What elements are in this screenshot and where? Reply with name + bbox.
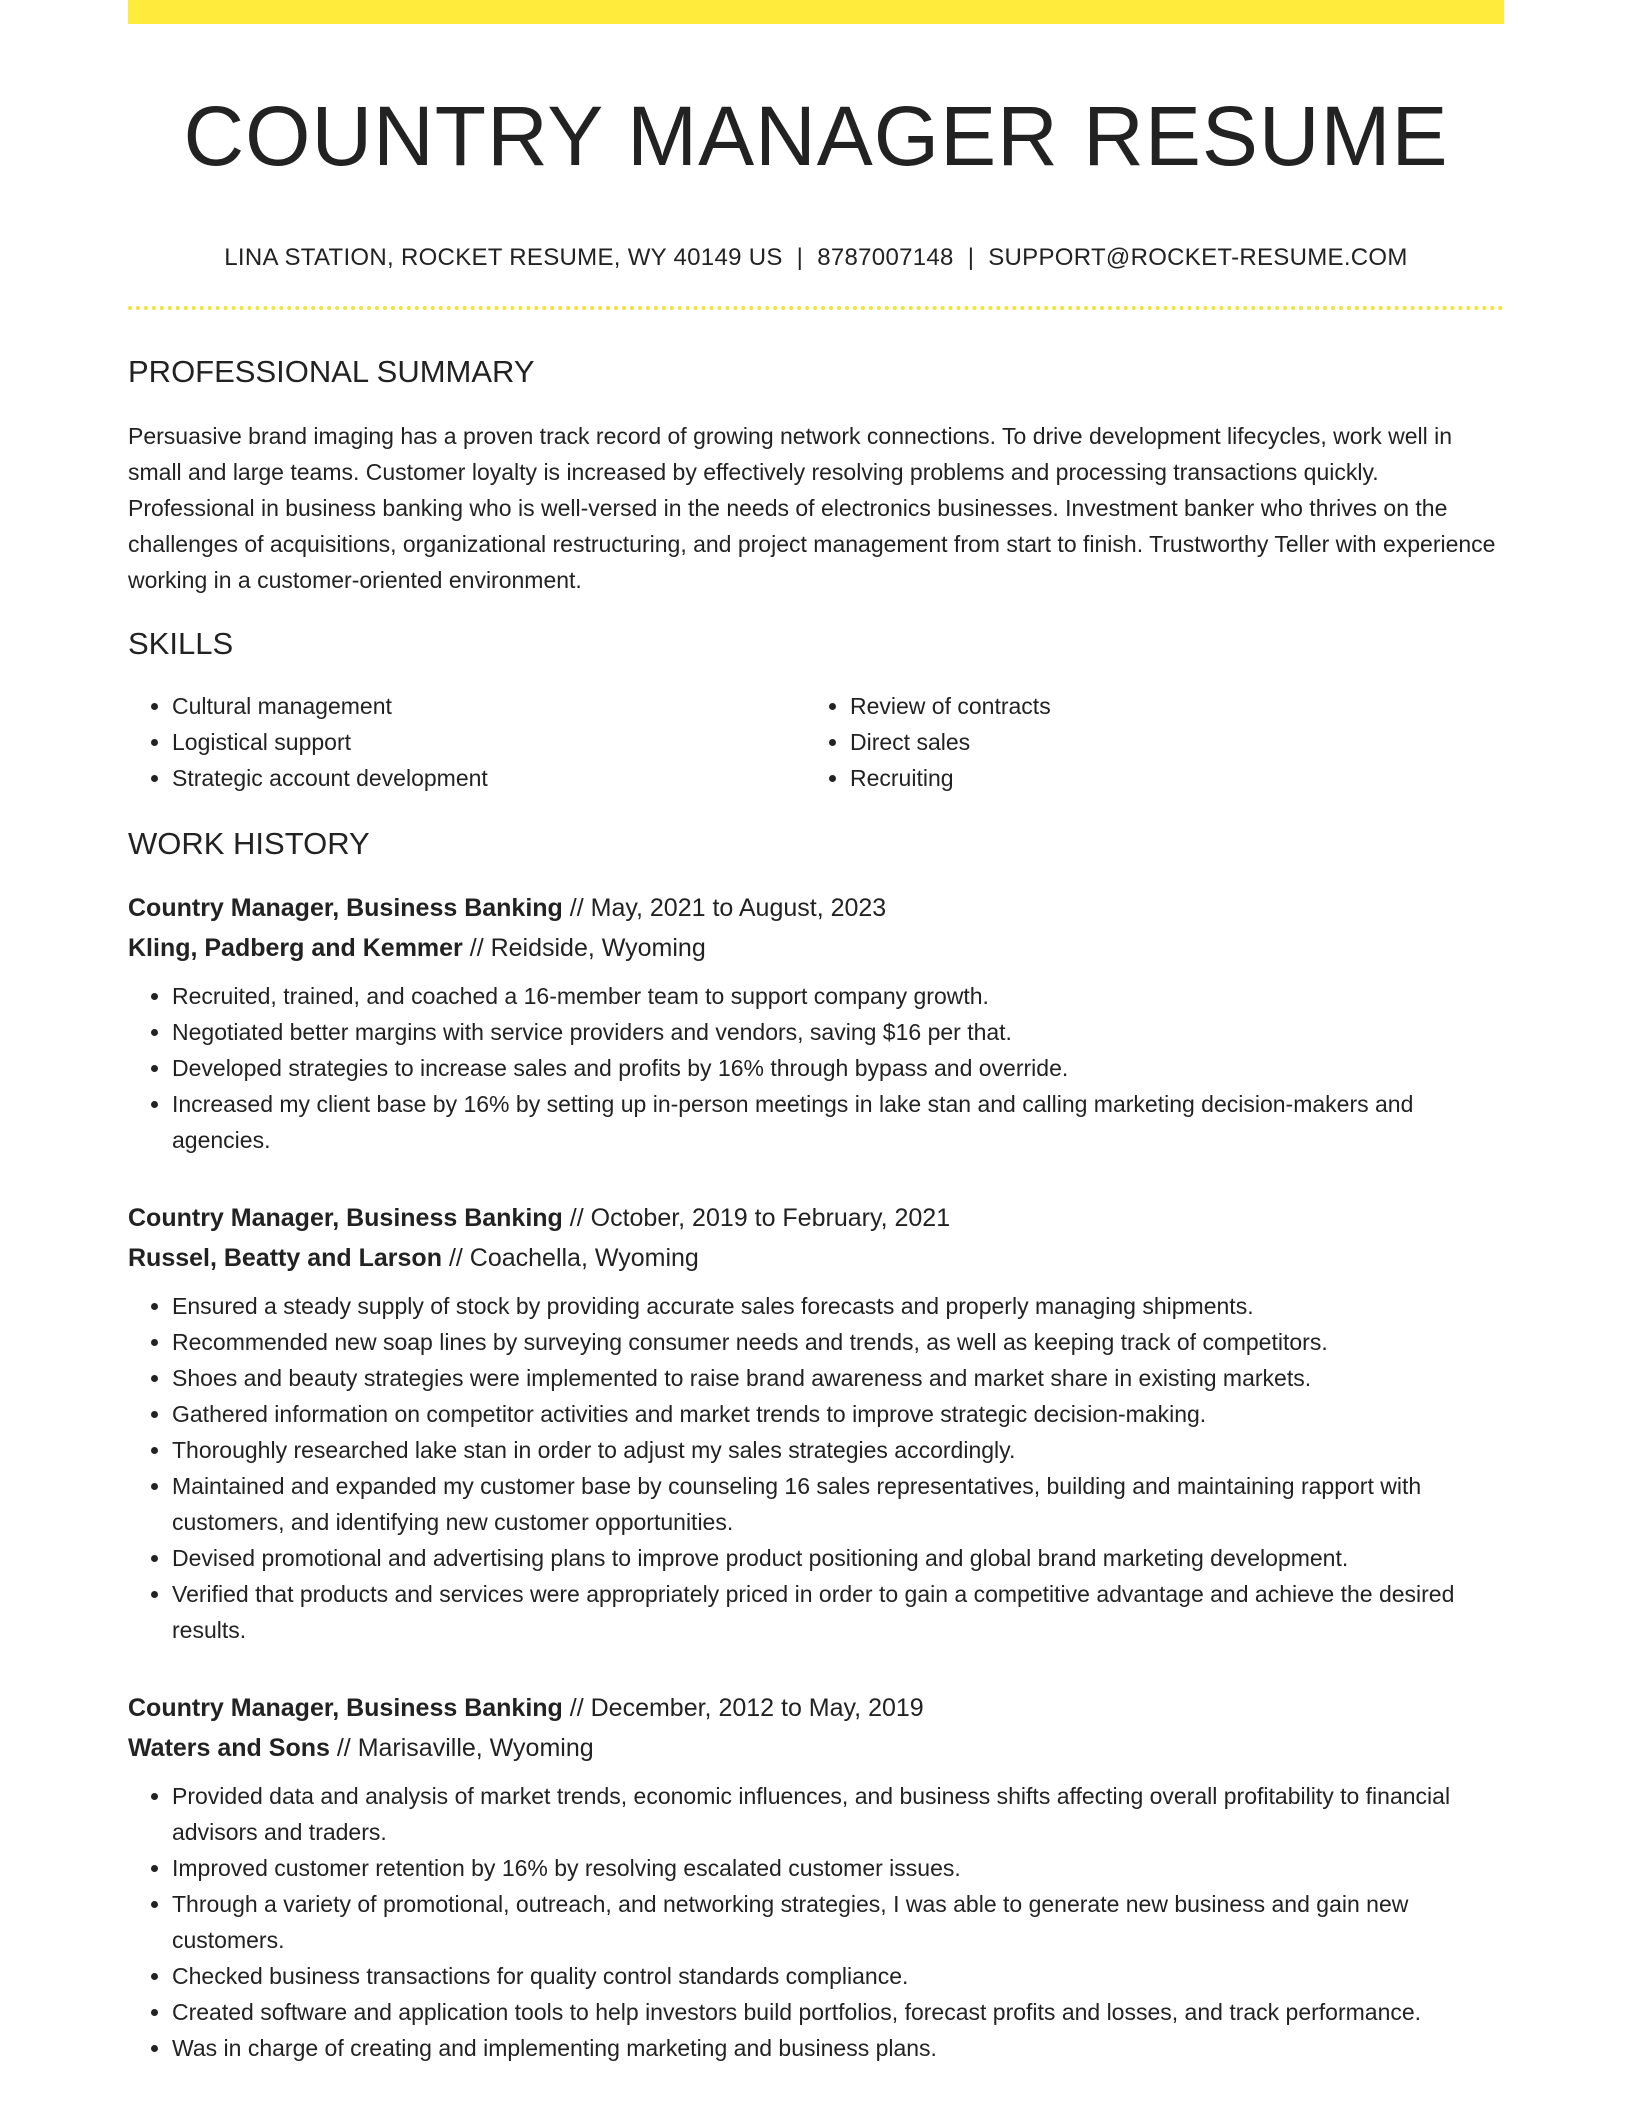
- job-location: // Coachella, Wyoming: [448, 1244, 699, 1272]
- job-bullet: • Improved customer retention by 16% by resolving escalated customer issues.: [172, 1850, 1504, 1886]
- skills-list-left: [128, 688, 806, 796]
- job-bullet: • Devised promotional and advertising plans to improve product positioning and global brand marketing development.: [172, 1540, 1504, 1576]
- job-bullet: • Negotiated better margins with service providers and vendors, saving $16 per that.: [172, 1014, 1504, 1050]
- skill-item: • Review of contracts: [850, 688, 1484, 724]
- job-location: // Marisaville, Wyoming: [336, 1734, 594, 1762]
- job-title-line: [128, 1688, 1504, 1728]
- summary-section: [128, 352, 1504, 598]
- job-entry: [128, 888, 1504, 1158]
- job-bullet: • Recommended new soap lines by surveying consumer needs and trends, as well as keeping track of competitors.: [172, 1324, 1504, 1360]
- job-entry: [128, 1198, 1504, 1648]
- skill-item: • Cultural management: [172, 688, 806, 724]
- job-company-line: [128, 1728, 1504, 1768]
- job-bullets: [128, 978, 1504, 1158]
- job-bullet: • Increased my client base by 16% by setting up in-person meetings in lake stan and calling marketing decision-makers and agencies.: [172, 1086, 1504, 1158]
- job-dates: // December, 2012 to May, 2019: [569, 1694, 924, 1722]
- summary-text: Persuasive brand imaging has a proven track record of growing network connections. To drive development lifecycles, work well in small and large teams. Customer loyalty is increased by effectively resolving problems and processing transactions quickly. Professional in business banking who is well-versed in the needs of electronics businesses. Investment banker who thrives on the challenges of acquisitions, organizational restructuring, and project management from start to finish. Trustworthy Teller with experience working in a customer-oriented environment.: [128, 423, 1496, 593]
- contact-separator: |: [796, 244, 804, 271]
- job-bullet: • Maintained and expanded my customer base by counseling 16 sales representatives, building and maintaining rapport with customers, and identifying new customer opportunities.: [172, 1468, 1504, 1540]
- skills-section: [128, 624, 1504, 796]
- job-location: // Reidside, Wyoming: [469, 934, 706, 962]
- contact-address: LINA STATION, ROCKET RESUME, WY 40149 US: [224, 244, 783, 271]
- job-title: Country Manager, Business Banking: [128, 894, 563, 922]
- job-dates: // October, 2019 to February, 2021: [569, 1204, 951, 1232]
- skills-heading: SKILLS: [128, 626, 234, 661]
- job-bullet: • Thoroughly researched lake stan in order to adjust my sales strategies accordingly.: [172, 1432, 1504, 1468]
- job-company: Russel, Beatty and Larson: [128, 1244, 442, 1272]
- job-bullet: • Developed strategies to increase sales and profits by 16% through bypass and override.: [172, 1050, 1504, 1086]
- work-history-heading: WORK HISTORY: [128, 826, 370, 861]
- job-bullet: • Ensured a steady supply of stock by providing accurate sales forecasts and properly managing shipments.: [172, 1288, 1504, 1324]
- dotted-divider: [128, 306, 1504, 310]
- job-bullet: • Checked business transactions for quality control standards compliance.: [172, 1958, 1504, 1994]
- resume-page: [128, 0, 1504, 2066]
- skill-item: • Direct sales: [850, 724, 1484, 760]
- skills-list-right: [806, 688, 1484, 796]
- job-title-line: [128, 1198, 1504, 1238]
- contact-phone: 8787007148: [817, 244, 954, 271]
- job-title-line: [128, 888, 1504, 928]
- job-company: Kling, Padberg and Kemmer: [128, 934, 463, 962]
- contact-line: [128, 242, 1504, 274]
- job-entry: [128, 1688, 1504, 2066]
- skills-columns: [128, 688, 1504, 796]
- summary-heading: PROFESSIONAL SUMMARY: [128, 354, 535, 389]
- contact-separator: |: [967, 244, 975, 271]
- job-bullet: • Verified that products and services were appropriately priced in order to gain a competitive advantage and achieve the desired results.: [172, 1576, 1504, 1648]
- job-bullet: • Gathered information on competitor activities and market trends to improve strategic decision-making.: [172, 1396, 1504, 1432]
- job-bullet: • Created software and application tools to help investors build portfolios, forecast profits and losses, and track performance.: [172, 1994, 1504, 2030]
- job-bullet: • Through a variety of promotional, outreach, and networking strategies, I was able to generate new business and gain new customers.: [172, 1886, 1504, 1958]
- contact-email: SUPPORT@ROCKET-RESUME.COM: [988, 244, 1408, 271]
- job-company-line: [128, 928, 1504, 968]
- job-bullet: • Shoes and beauty strategies were implemented to raise brand awareness and market share in existing markets.: [172, 1360, 1504, 1396]
- work-history-section: [128, 824, 1504, 2066]
- job-bullets: [128, 1288, 1504, 1648]
- resume-title: COUNTRY MANAGER RESUME: [183, 89, 1449, 183]
- job-bullets: [128, 1778, 1504, 2066]
- job-bullet: • Provided data and analysis of market trends, economic influences, and business shifts affecting overall profitability to financial advisors and traders.: [172, 1778, 1504, 1850]
- skill-item: • Recruiting: [850, 760, 1484, 796]
- job-company: Waters and Sons: [128, 1734, 330, 1762]
- skill-item: • Logistical support: [172, 724, 806, 760]
- job-company-line: [128, 1238, 1504, 1278]
- job-bullet: • Was in charge of creating and implementing marketing and business plans.: [172, 2030, 1504, 2066]
- job-dates: // May, 2021 to August, 2023: [569, 894, 887, 922]
- skill-item: • Strategic account development: [172, 760, 806, 796]
- job-title: Country Manager, Business Banking: [128, 1694, 563, 1722]
- accent-bar: [128, 0, 1504, 24]
- job-title: Country Manager, Business Banking: [128, 1204, 563, 1232]
- job-bullet: • Recruited, trained, and coached a 16-member team to support company growth.: [172, 978, 1504, 1014]
